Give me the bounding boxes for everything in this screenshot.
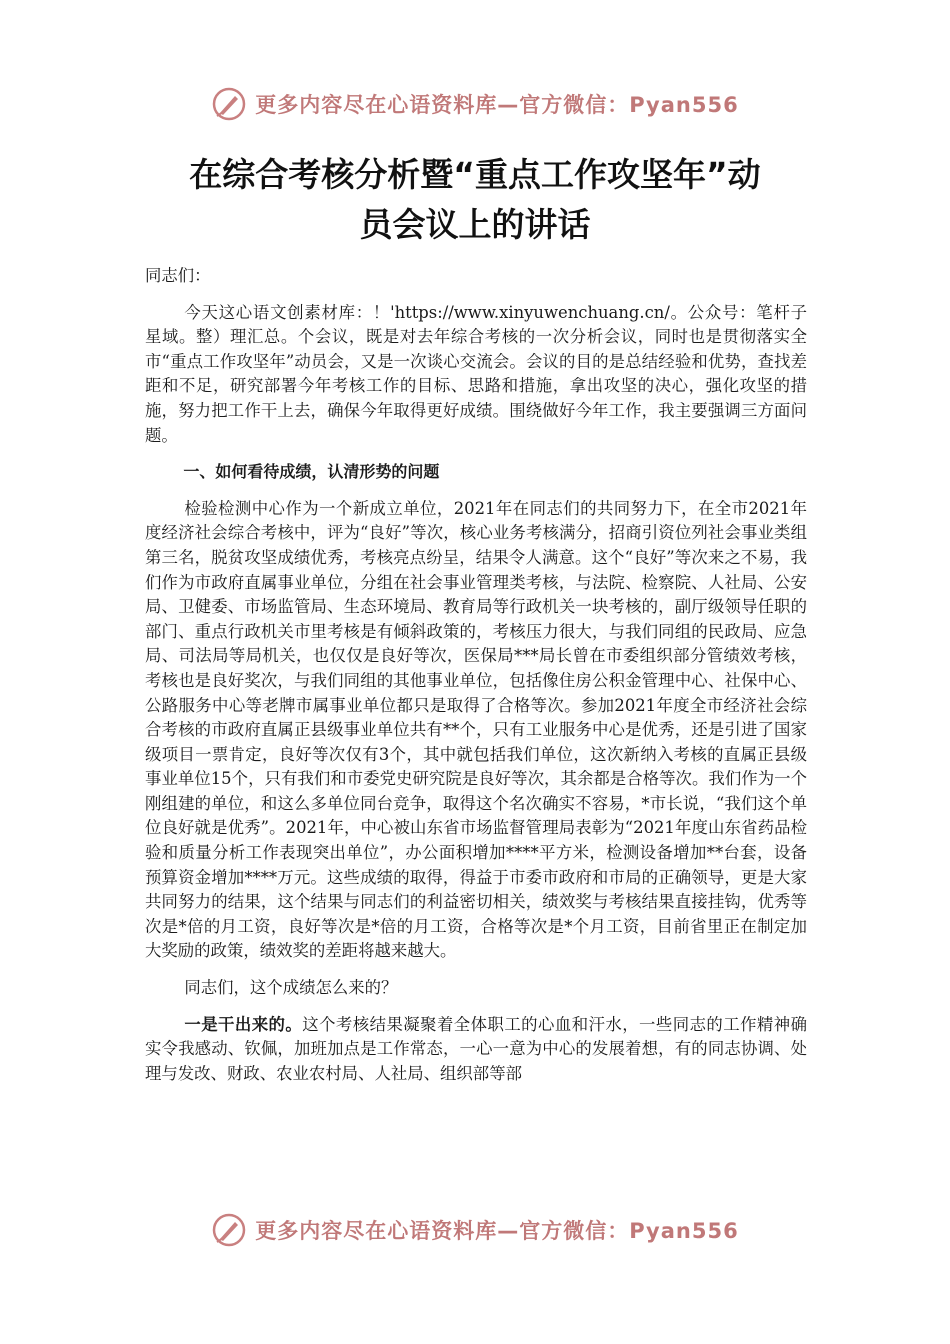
point-1-paragraph	[145, 1013, 807, 1087]
title-line-1: 在综合考核分析暨“重点工作攻坚年”动	[189, 155, 761, 194]
salutation: 同志们：	[145, 266, 211, 285]
intro-paragraph: 今天这心语文创素材库：！'https://www.xinyuwenchuang.cn/。公众号：笔杆子星域。整）理汇总。个会议，既是对去年综合考核的一次分析会议，同时也是贯彻落实全市“重点工作攻坚年”动员会，又是一次谈心交流会。会议的目的是总结经验和优势，查找差距和不足，研究部署今年考核工作的目标、思路和措施，拿出攻坚的决心，强化攻坚的措施，努力把工作干上去，确保今年取得更好成绩。围绕做好今年工作，我主要强调三方面问题。	[145, 302, 807, 445]
section-1-paragraph: 检验检测中心作为一个新成立单位，2021年在同志们的共同努力下，在全市2021年度经济社会综合考核中，评为“良好”等次，核心业务考核满分，招商引资位列社会事业类组第三名，脱贫攻坚成绩优秀，考核亮点纷呈，结果令人满意。这个“良好”等次来之不易，我们作为市政府直属事业单位，分组在社会事业管理类考核，与法院、检察院、人社局、公安局、卫健委、市场监管局、生态环境局、教育局等行政机关一块考核的，副厅级领导任职的部门、重点行政机关市里考核是有倾斜政策的，考核压力很大，与我们同组的民政局、应急局、司法局等局机关，也仅仅是良好等次，医保局***局长曾在市委组织部分管绩效考核，考核也是良好奖次，与我们同组的其他事业单位，包括像住房公积金管理中心、社保中心、公路服务中心等老牌市属事业单位都只是取得了合格等次。参加2021年度全市经济社会综合考核的市政府直属正县级事业单位共有**个，只有工业服务中心是优秀，还是引进了国家级项目一票肯定，良好等次仅有3个，其中就包括我们单位，这次新纳入考核的直属正县级事业单位15个，只有我们和市委党史研究院是良好等次，其余都是合格等次。我们作为一个刚组建的单位，和这么多单位同台竞争，取得这个名次确实不容易，*市长说，“我们这个单位良好就是优秀”。2021年，中心被山东省市场监督管理局表彰为“2021年度山东省药品检验和质量分析工作表现突出单位”，办公面积增加****平方米，检测设备增加**台套，设备预算资金增加****万元。这些成绩的取得，得益于市委市政府和市局的正确领导，更是大家共同努力的结果，这个结果与同志们的利益密切相关，绩效奖与考核结果直接挂钩，优秀等次是*倍的月工资，良好等次是*倍的月工资，合格等次是*个月工资，目前省里正在制定加大奖励的政策，绩效奖的差距将越来越大。	[145, 498, 807, 961]
title-line-2: 员会议上的讲话	[359, 205, 591, 244]
page-title	[140, 150, 810, 250]
document-body	[145, 264, 807, 1098]
question-paragraph: 同志们，这个成绩怎么来的？	[184, 978, 398, 998]
section-1-heading: 一、如何看待成绩，认清形势的问题	[183, 462, 440, 482]
header-banner-text: 更多内容尽在心语资料库—官方微信：Pyan556	[255, 93, 739, 117]
footer-banner-text: 更多内容尽在心语资料库—官方微信：Pyan556	[255, 1219, 739, 1243]
quill-logo-icon	[211, 1212, 247, 1248]
header-banner	[0, 84, 950, 124]
point-1-lead: 一是干出来的。	[184, 1014, 303, 1034]
point-1-text: 这个考核结果凝聚着全体职工的心血和汗水，一些同志的工作精神确实令我感动、钦佩，加班加点是工作常态，一心一意为中心的发展着想，有的同志协调、处理与发改、财政、农业农村局、人社局、组织部等部	[145, 1014, 808, 1083]
footer-banner	[0, 1210, 950, 1250]
quill-logo-icon	[211, 86, 247, 122]
